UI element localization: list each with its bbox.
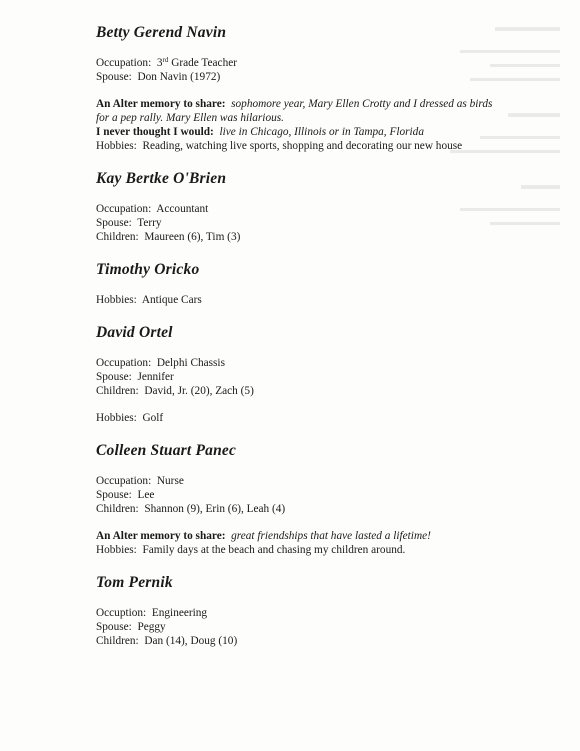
- spouse-line: [96, 70, 556, 84]
- occupation-value: Grade Teacher: [168, 57, 237, 69]
- memory-line: [96, 529, 556, 543]
- occupation-line: [96, 56, 556, 70]
- profile-entry: [96, 324, 556, 425]
- occupation-label: Occupation:: [96, 203, 152, 215]
- person-name: Betty Gerend Navin: [96, 24, 227, 41]
- hobbies-line: [96, 543, 556, 557]
- spouse-value: Lee: [137, 489, 155, 501]
- hobbies-value: Family days at the beach and chasing my children around.: [142, 544, 406, 556]
- person-name: David Ortel: [96, 324, 173, 341]
- occupation-line: [96, 606, 556, 620]
- occupation-line: [96, 474, 556, 488]
- occupation-label: Occupation:: [96, 475, 152, 487]
- spouse-value: Peggy: [137, 621, 166, 633]
- hobbies-value: Antique Cars: [141, 294, 202, 306]
- spouse-label: Spouse:: [96, 71, 132, 83]
- hobbies-line: [96, 293, 556, 307]
- person-name: Timothy Oricko: [96, 261, 200, 278]
- hobbies-value: Reading, watching live sports, shopping and decorating our new house: [142, 140, 463, 152]
- occupation-label: Occuption:: [96, 607, 147, 619]
- hobbies-label: Hobbies:: [96, 544, 137, 556]
- occupation-value: Nurse: [156, 475, 184, 487]
- spouse-label: Spouse:: [96, 489, 132, 501]
- memory-value: sophomore year, Mary Ellen Crotty and I dressed as birds: [231, 98, 493, 110]
- children-value: Dan (14), Doug (10): [144, 635, 238, 647]
- children-value: Shannon (9), Erin (6), Leah (4): [144, 503, 286, 515]
- person-name: Tom Pernik: [96, 574, 173, 591]
- spouse-value: Jennifer: [137, 371, 174, 383]
- occupation-value: Engineering: [151, 607, 208, 619]
- hobbies-label: Hobbies:: [96, 140, 137, 152]
- children-label: Children:: [96, 503, 139, 515]
- person-name: Colleen Stuart Panec: [96, 442, 237, 459]
- occupation-line: [96, 202, 556, 216]
- spouse-line: [96, 620, 556, 634]
- profiles-column: [96, 24, 556, 648]
- occupation-number: 3: [156, 57, 163, 69]
- memory-label: An Alter memory to share:: [96, 530, 226, 542]
- occupation-ordinal: rd: [162, 56, 169, 64]
- occupation-value: Accountant: [156, 203, 209, 215]
- hobbies-label: Hobbies:: [96, 294, 137, 306]
- profile-entry: [96, 574, 556, 648]
- occupation-value: Delphi Chassis: [156, 357, 225, 369]
- children-value: Maureen (6), Tim (3): [144, 231, 241, 243]
- memory-label: An Alter memory to share:: [96, 98, 226, 110]
- children-line: [96, 384, 556, 398]
- show-through-shadow: ▬▬▬▬▬ ▬▬▬▬▬▬▬▬▬▬ ▬▬▬▬▬▬▬ ▬▬▬▬▬▬▬▬▬ ▬▬▬▬ ▬▬▬▬▬▬▬▬ ▬▬▬▬▬▬▬▬▬▬▬ ▬▬▬ ▬▬▬▬▬▬▬▬▬▬ ▬▬▬▬▬▬▬: [450, 19, 560, 228]
- profile-entry: [96, 261, 556, 307]
- hobbies-label: Hobbies:: [96, 412, 137, 424]
- children-line: [96, 230, 556, 244]
- children-value: David, Jr. (20), Zach (5): [144, 385, 254, 397]
- memory-value: great friendships that have lasted a lifetime!: [231, 530, 431, 542]
- memory-continuation: for a pep rally. Mary Ellen was hilarious.: [96, 112, 284, 124]
- spouse-value: Terry: [137, 217, 162, 229]
- profile-entry: [96, 442, 556, 557]
- hobbies-line: [96, 411, 556, 425]
- never-thought-line: [96, 125, 556, 139]
- hobbies-value: Golf: [142, 412, 164, 424]
- profile-entry: [96, 24, 556, 153]
- profile-entry: [96, 170, 556, 244]
- never-thought-label: I never thought I would:: [96, 126, 214, 138]
- spouse-line: [96, 488, 556, 502]
- memory-line: [96, 97, 556, 111]
- occupation-line: [96, 356, 556, 370]
- spouse-line: [96, 370, 556, 384]
- occupation-label: Occupation:: [96, 357, 152, 369]
- children-line: [96, 502, 556, 516]
- occupation-label: Occupation:: [96, 57, 152, 69]
- spouse-label: Spouse:: [96, 217, 132, 229]
- children-label: Children:: [96, 635, 139, 647]
- person-name: Kay Bertke O'Brien: [96, 170, 227, 187]
- children-label: Children:: [96, 385, 139, 397]
- spouse-line: [96, 216, 556, 230]
- spouse-label: Spouse:: [96, 621, 132, 633]
- children-line: [96, 634, 556, 648]
- children-label: Children:: [96, 231, 139, 243]
- spouse-label: Spouse:: [96, 371, 132, 383]
- never-thought-value: live in Chicago, Illinois or in Tampa, Florida: [219, 126, 424, 138]
- spouse-value: Don Navin (1972): [137, 71, 221, 83]
- hobbies-line: [96, 139, 556, 153]
